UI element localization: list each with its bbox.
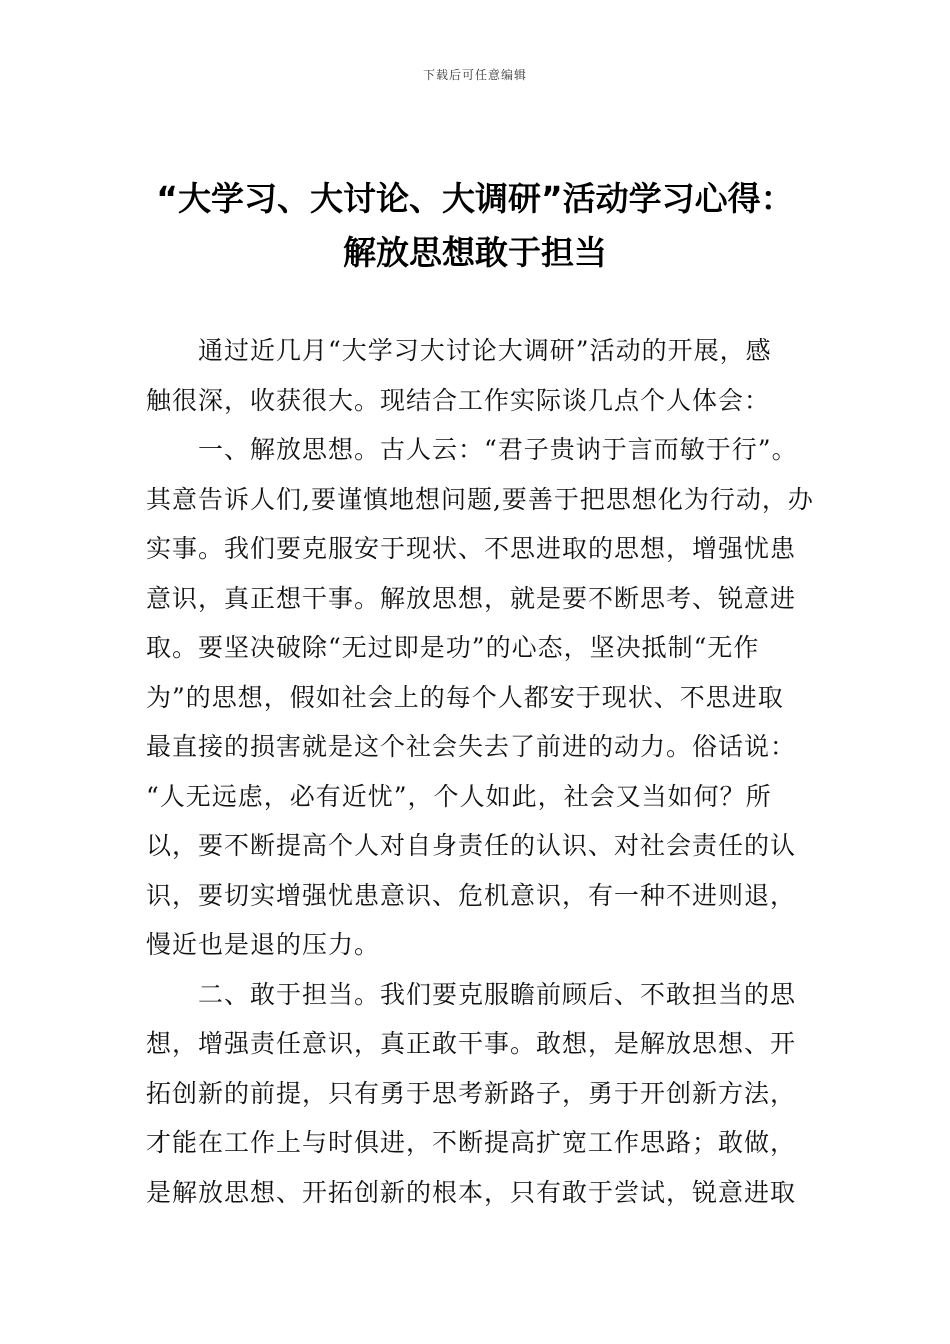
text-line: 识，要切实增强忧患意识、危机意识，有一种不进则退， (146, 880, 797, 910)
page-header-note: 下载后可任意编辑 (422, 68, 527, 82)
text-line: 最直接的损害就是这个社会失去了前进的动力。俗话说： (146, 732, 797, 761)
document-title (100, 172, 850, 280)
text-line: 才能在工作上与时俱进，不断提高扩宽工作思路；敢做， (146, 1128, 797, 1157)
text-line: 通过近几月“大学习大讨论大调研”活动的开展，感 (198, 336, 772, 365)
paragraph-intro (146, 326, 811, 425)
text-line: 以，要不断提高个人对自身责任的认识、对社会责任的认 (146, 831, 797, 860)
text-line: 意识，真正想干事。解放思想，就是要不断思考、锐意进 (146, 583, 797, 613)
document-body (146, 326, 814, 1217)
paragraph-section-2 (146, 970, 811, 1218)
title-line-2: 解放思想敢于担当 (343, 233, 607, 272)
text-line: 其意告诉人们,要谨慎地想问题,要善于把思想化为行动，办 (146, 484, 814, 514)
text-line: 触很深，收获很大。现结合工作实际谈几点个人体会： (146, 385, 771, 415)
text-line: 一、解放思想。古人云：“君子贵讷于言而敏于行”。 (198, 435, 798, 464)
text-line: 二、敢于担当。我们要克服瞻前顾后、不敢担当的思 (198, 979, 797, 1009)
text-line: 慢近也是退的压力。 (146, 930, 381, 959)
text-line: “人无远虑，必有近忧”，个人如此，社会又当如何？所 (146, 781, 772, 811)
paragraph-section-1 (146, 425, 814, 970)
text-line: 实事。我们要克服安于现状、不思进取的思想，增强忧患 (146, 534, 797, 563)
text-line: 拓创新的前提，只有勇于思考新路子，勇于开创新方法， (146, 1078, 797, 1108)
text-line: 是解放思想、开拓创新的根本，只有敢于尝试，锐意进取 (146, 1177, 797, 1207)
text-line: 取。要坚决破除“无过即是功”的心态，坚决抵制“无作 (146, 633, 760, 662)
text-line: 想，增强责任意识，真正敢干事。敢想，是解放思想、开 (146, 1029, 797, 1058)
title-line-1: “大学习、大讨论、大调研”活动学习心得： (156, 179, 794, 218)
text-line: 为”的思想，假如社会上的每个人都安于现状、不思进取 (146, 682, 784, 712)
